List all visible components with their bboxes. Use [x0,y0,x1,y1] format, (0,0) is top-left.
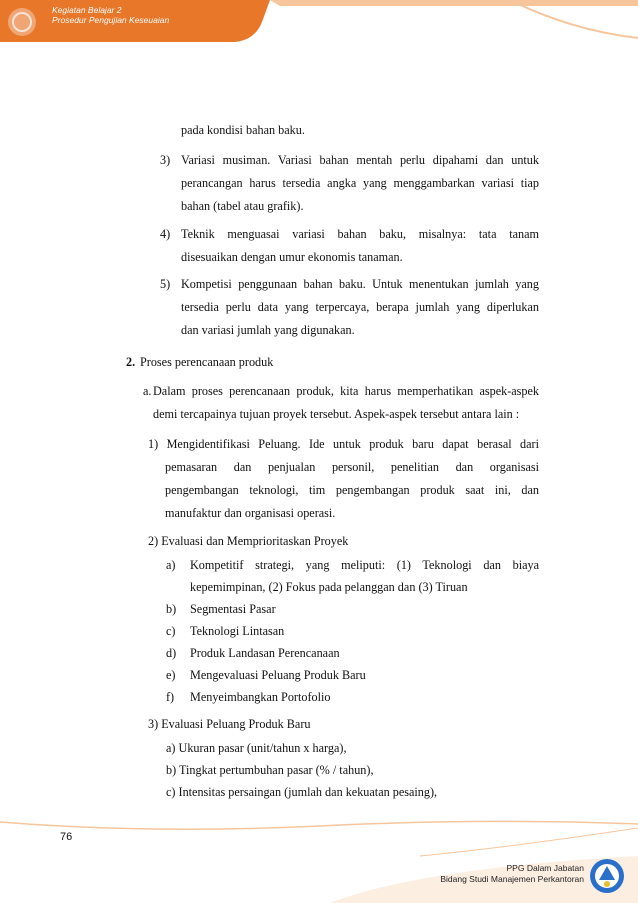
item-4-number: 4) [160,227,171,241]
item-5-line-3: dan variasi jumlah yang digunakan. [181,323,355,337]
item-3-number: 3) [160,153,171,167]
item-2-sub-f-text: Menyeimbangkan Portofolio [190,690,331,704]
item-2-sub-b-label: b) [166,602,177,616]
item-3-line-1: Variasi musiman. Variasi bahan mentah perlu dipahami dan untuk [181,153,539,167]
para-a-label: a. [143,384,152,398]
item-2-sub-a-label: a) [166,558,176,572]
item-2-sub-f-label: f) [166,690,175,704]
header-decoration [270,0,638,40]
item-3b-sub-b: b) Tingkat pertumbuhan pasar (% / tahun), [166,763,374,777]
item-2-title: 2) Evaluasi dan Memprioritaskan Proyek [148,534,349,548]
item-1-line-2: pemasaran dan penjualan personil, penelitian dan organisasi [165,460,539,474]
item-2-sub-d-label: d) [166,646,177,660]
item-2-sub-b-text: Segmentasi Pasar [190,602,276,616]
item-2-sub-e-text: Mengevaluasi Peluang Produk Baru [190,668,366,682]
item-2-sub-c-text: Teknologi Lintasan [190,624,285,638]
item-1-line-1: 1) Mengidentifikasi Peluang. Ide untuk produk baru dapat berasal dari [148,437,539,451]
header-text [52,5,169,25]
footer-line-1: PPG Dalam Jabatan [506,863,584,873]
item-3b-sub-c: c) Intensitas persaingan (jumlah dan kekuatan pesaing), [166,785,438,799]
item-3b-title: 3) Evaluasi Peluang Produk Baru [148,717,311,731]
item-2-sub-c-label: c) [166,624,176,638]
section-2-number: 2. [126,355,136,369]
item-4-line-1: Teknik menguasai variasi bahan baku, misalnya: tata tanam [181,227,539,241]
section-2-title: Proses perencanaan produk [140,355,274,369]
item-1-line-3: pengembangan teknologi, tim pengembangan produk saat ini, dan [165,483,539,497]
item-2-sub-a-line-1: Kompetitif strategi, yang meliputi: (1) Teknologi dan biaya [190,558,539,572]
footer-decoration [0,816,638,903]
footer-text [440,863,584,885]
para-a-line-2: demi tercapainya tujuan proyek tersebut. Aspek-aspek tersebut antara lain : [153,407,520,421]
continuation-line: pada kondisi bahan baku. [181,123,305,137]
item-3-line-3: bahan (tabel atau grafik). [181,199,304,213]
item-2-sub-e-label: e) [166,668,176,682]
header-line-1: Kegiatan Belajar 2 [52,5,122,15]
footer-line-2: Bidang Studi Manajemen Perkantoran [440,874,584,884]
item-3b-sub-a: a) Ukuran pasar (unit/tahun x harga), [166,741,347,755]
header-line-2: Prosedur Pengujian Keseuaian [52,15,170,25]
page-number: 76 [60,831,73,843]
item-5-line-2: tersedia perlu data yang terpercaya, berapa jumlah yang diperlukan [181,300,539,314]
item-2-sub-a-line-2: kepemimpinan, (2) Fokus pada pelanggan dan (3) Tiruan [190,580,468,594]
item-5-number: 5) [160,277,171,291]
item-5-line-1: Kompetisi penggunaan bahan baku. Untuk menentukan jumlah yang [181,277,539,291]
item-3-line-2: perancangan harus tersedia angka yang menggambarkan variasi tiap [181,176,539,190]
item-1-line-4: manufaktur dan organisasi operasi. [165,506,336,520]
para-a-line-1: Dalam proses perencanaan produk, kita harus memperhatikan aspek-aspek [153,384,539,398]
item-4-line-2: disesuaikan dengan umur ekonomis tanaman. [181,250,403,264]
item-2-sub-d-text: Produk Landasan Perencanaan [190,646,340,660]
tut-wuri-handayani-logo [589,858,625,894]
